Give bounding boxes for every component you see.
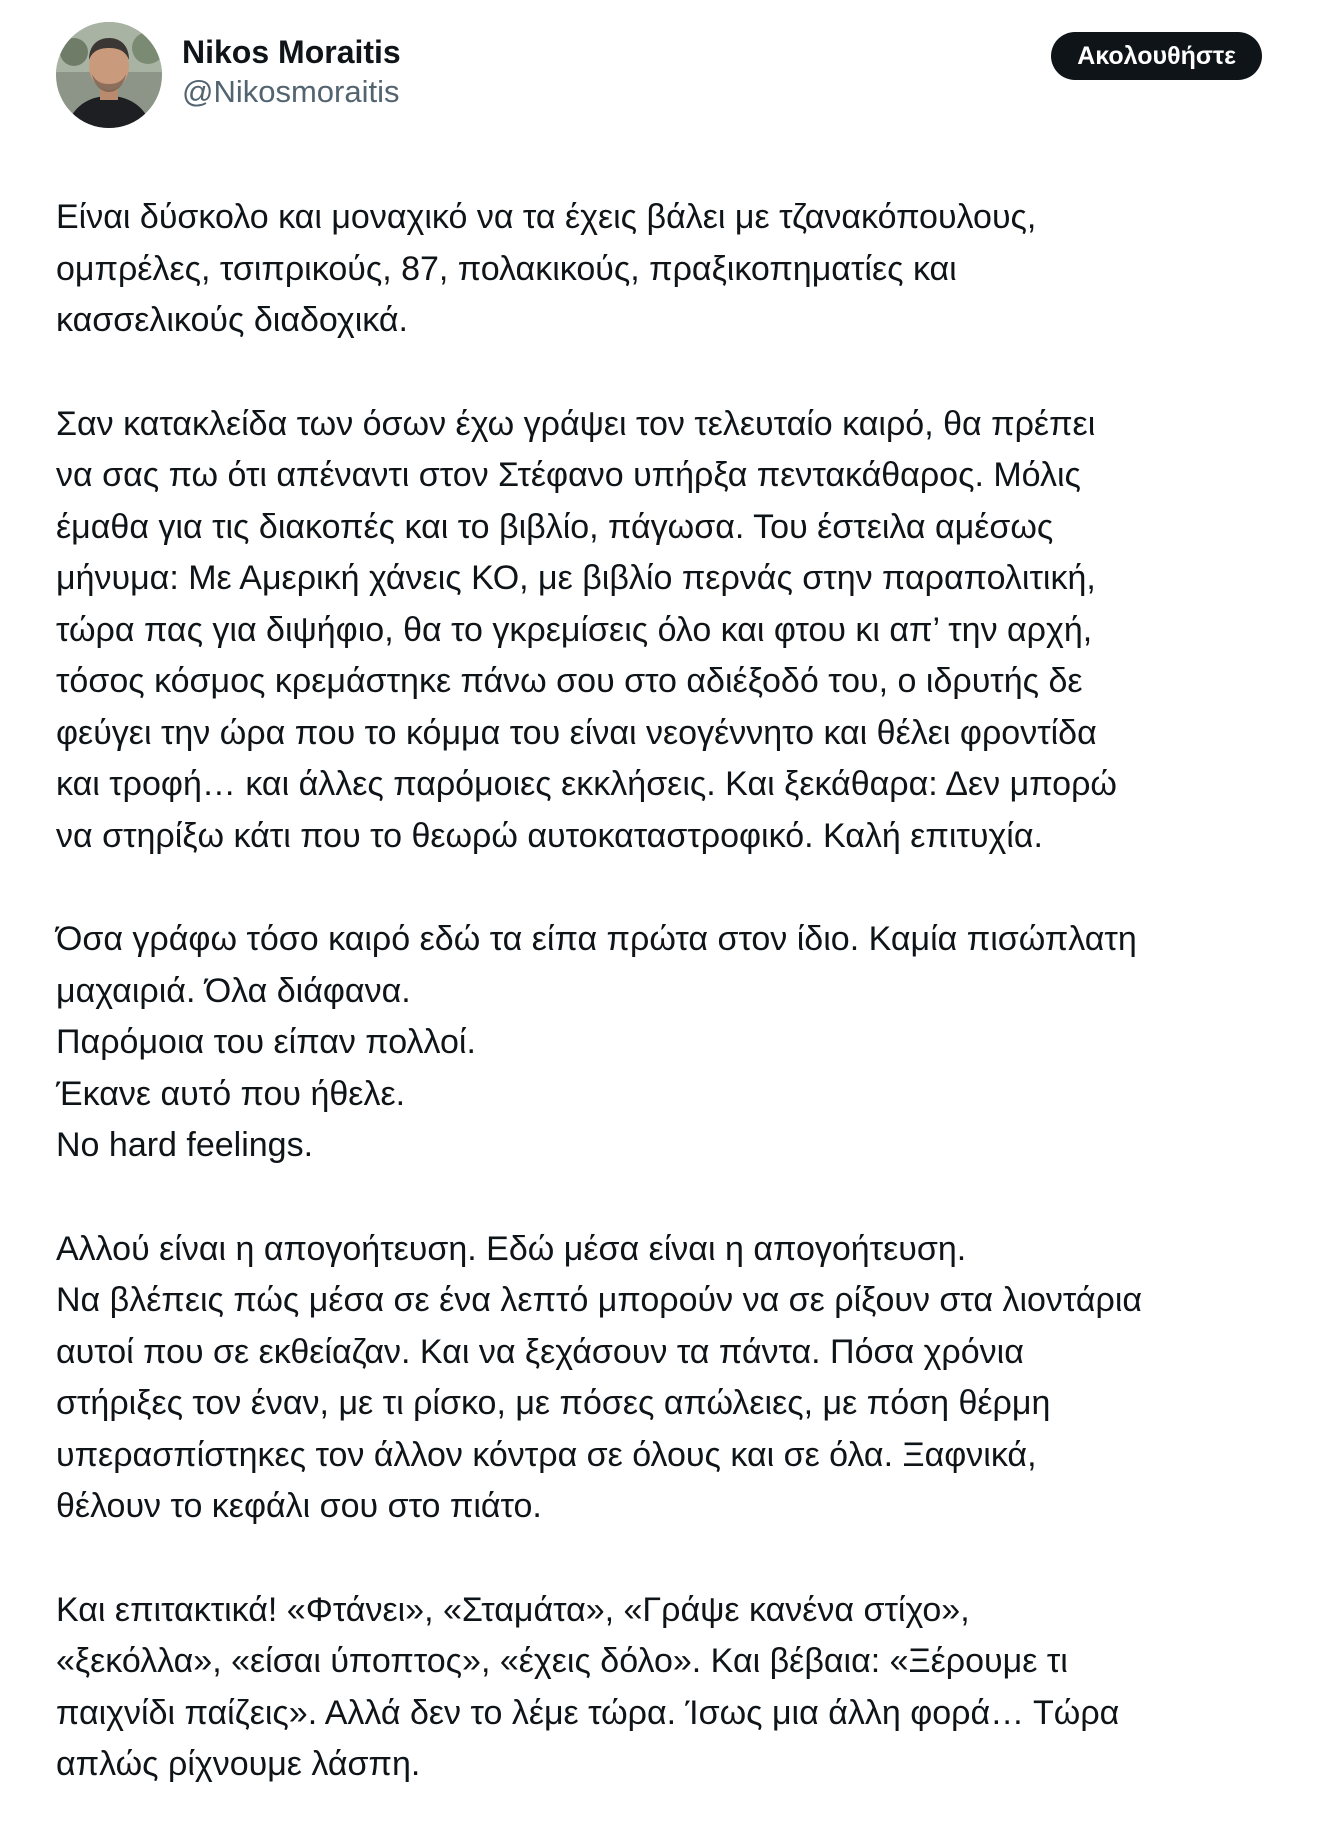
tweet-text (56, 192, 1296, 1843)
avatar-photo (56, 22, 162, 128)
text-line: κασσελικούς διαδοχικά. (56, 301, 408, 339)
text-line: Παρόμοια του είπαν πολλοί. (56, 1023, 476, 1061)
text-line: τώρα πας για διψήφιο, θα το γκρεμίσεις όλο και φτου κι απ’ την αρχή, (56, 610, 1093, 649)
tweet-header (56, 22, 1262, 132)
follow-button[interactable]: Ακολουθήστε (1051, 32, 1262, 80)
user-handle[interactable]: @Nikosmoraitis (182, 74, 400, 109)
text-line: No hard feelings. (56, 1126, 314, 1164)
text-line: Σαν κατακλείδα των όσων έχω γράψει τον τελευταίο καιρό, θα πρέπει (56, 404, 1096, 443)
tweet-paragraph-2 (56, 399, 1296, 863)
tweet-paragraph-1 (56, 192, 1296, 347)
text-line: τόσος κόσμος κρεμάστηκε πάνω σου στο αδιέξοδό του, ο ιδρυτής δε (56, 662, 1083, 700)
avatar[interactable] (56, 22, 162, 128)
text-line: Έκανε αυτό που ήθελε. (56, 1074, 406, 1113)
text-line: Αλλού είναι η απογοήτευση. Εδώ μέσα είναι η απογοήτευση. (56, 1229, 967, 1268)
tweet-paragraph-5 (56, 1585, 1296, 1791)
tweet-paragraph-4 (56, 1224, 1296, 1533)
text-line: φεύγει την ώρα που το κόμμα του είναι νεογέννητο και θέλει φροντίδα (56, 713, 1097, 752)
text-line: ομπρέλες, τσιπρικούς, 87, πολακικούς, πραξικοπηματίες και (56, 249, 957, 288)
user-meta (182, 32, 401, 112)
display-name[interactable]: Nikos Moraitis (182, 34, 401, 70)
tweet-paragraph-3 (56, 914, 1296, 1172)
text-line: θέλουν το κεφάλι σου στο πιάτο. (56, 1487, 542, 1525)
text-line: να στηρίξω κάτι που το θεωρώ αυτοκαταστροφικό. Καλή επιτυχία. (56, 816, 1043, 855)
text-line: απλώς ρίχνουμε λάσπη. (56, 1745, 421, 1783)
text-line: Να βλέπεις πώς μέσα σε ένα λεπτό μπορούν να σε ρίξουν στα λιοντάρια (56, 1281, 1143, 1319)
text-line: αυτοί που σε εκθείαζαν. Και να ξεχάσουν τα πάντα. Πόσα χρόνια (56, 1332, 1024, 1371)
text-line: παιχνίδι παίζεις». Αλλά δεν το λέμε τώρα. Ίσως μια άλλη φορά… Τώρα (56, 1693, 1120, 1732)
text-line: μαχαιριά. Όλα διάφανα. (56, 971, 411, 1010)
text-line: στήριξες τον έναν, με τι ρίσκο, με πόσες απώλειες, με πόση θέρμη (56, 1384, 1051, 1422)
text-line: μήνυμα: Με Αμερική χάνεις ΚΟ, με βιβλίο περνάς στην παραπολιτική, (56, 559, 1096, 597)
text-line: και τροφή… και άλλες παρόμοιες εκκλήσεις. Και ξεκάθαρα: Δεν μπορώ (56, 765, 1117, 803)
text-line: να σας πω ότι απέναντι στον Στέφανο υπήρξα πεντακάθαρος. Μόλις (56, 456, 1081, 494)
text-line: Και επιτακτικά! «Φτάνει», «Σταμάτα», «Γράψε κανένα στίχο», (56, 1590, 970, 1629)
text-line: «ξεκόλλα», «είσαι ύποπτος», «έχεις δόλο». Και βέβαια: «Ξέρουμε τι (56, 1642, 1068, 1680)
text-line: Όσα γράφω τόσο καιρό εδώ τα είπα πρώτα στον ίδιο. Καμία πισώπλατη (56, 920, 1137, 958)
text-line: υπερασπίστηκες τον άλλον κόντρα σε όλους και σε όλα. Ξαφνικά, (56, 1435, 1037, 1474)
text-line: Είναι δύσκολο και μοναχικό να τα έχεις βάλει με τζανακόπουλους, (56, 198, 1037, 236)
text-line: έμαθα για τις διακοπές και το βιβλίο, πάγωσα. Του έστειλα αμέσως (56, 507, 1054, 546)
